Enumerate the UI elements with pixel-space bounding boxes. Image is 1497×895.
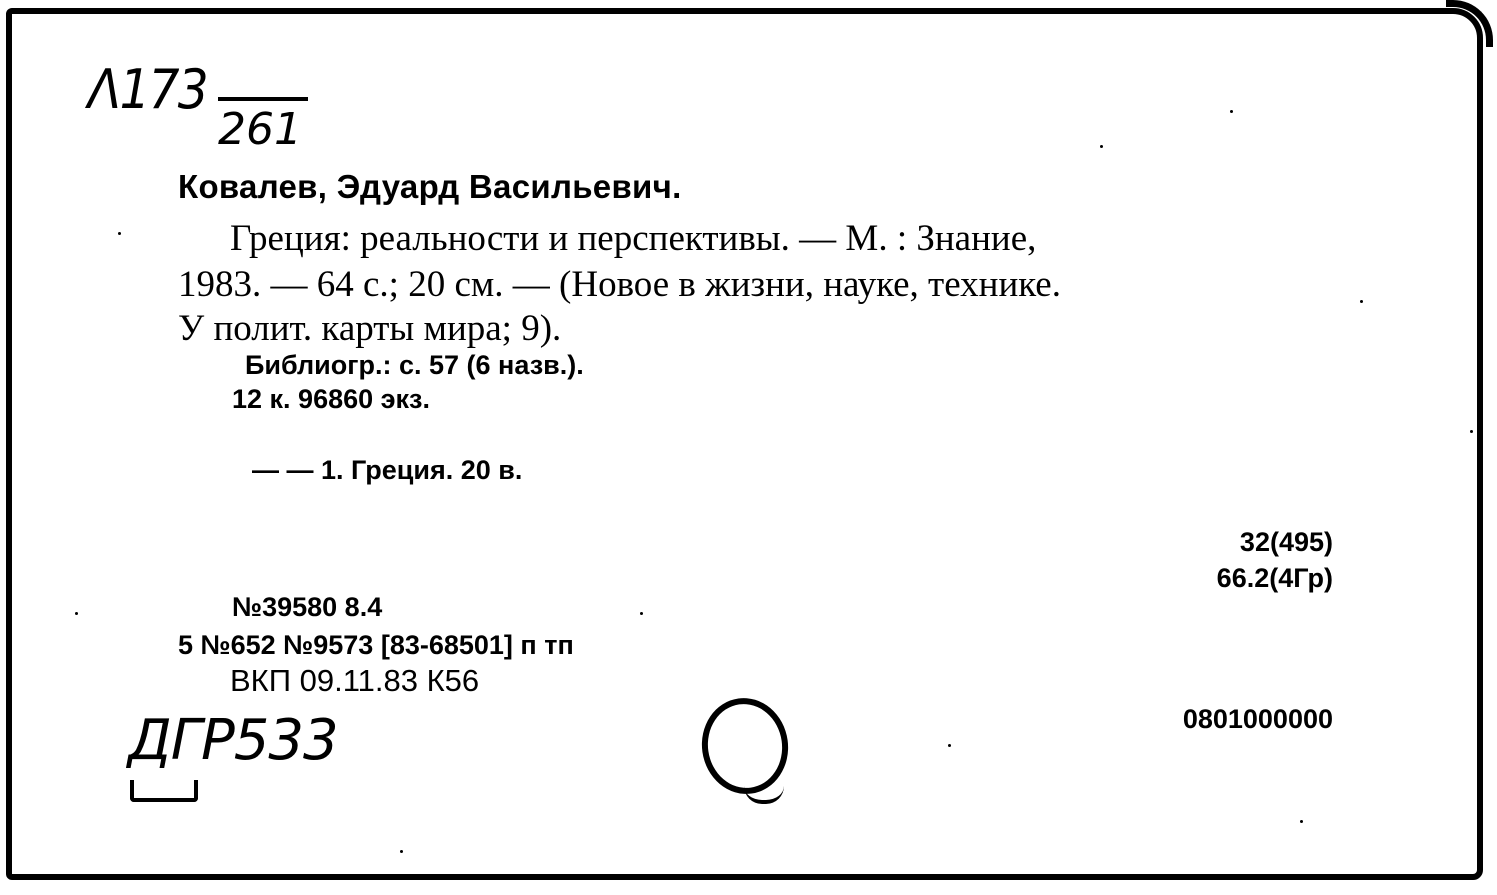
catalog-line-3: ВКП 09.11.83 К56 <box>230 663 480 698</box>
title-line-1: Греция: реальности и перспективы. — М. : Знание, <box>230 218 1037 259</box>
inventory-underline-mark <box>130 780 198 802</box>
udc-index: 32(495) <box>1239 527 1333 557</box>
noise-dot <box>75 612 78 615</box>
price-print-run: 12 к. 96860 экз. <box>232 384 430 414</box>
noise-dot <box>948 744 951 747</box>
title-line-3: У полит. карты мира; 9). <box>178 308 562 349</box>
card-code: 0801000000 <box>1182 704 1333 734</box>
noise-dot <box>1470 430 1473 433</box>
title-line-2: 1983. — 64 с.; 20 см. — (Новое в жизни, науке, технике. <box>178 264 1061 305</box>
call-number-fraction-line <box>218 97 308 101</box>
author-heading: Ковалев, Эдуард Васильевич. <box>178 168 682 205</box>
noise-dot <box>1300 820 1303 823</box>
bibliography-note: Библиогр.: с. 57 (6 назв.). <box>245 350 584 380</box>
noise-dot <box>1100 145 1103 148</box>
inventory-number: ДГР533 <box>128 708 338 773</box>
noise-dot <box>1360 300 1363 303</box>
noise-dot <box>400 850 403 853</box>
subject-heading: — — 1. Греция. 20 в. <box>252 455 523 485</box>
noise-dot <box>118 232 121 235</box>
call-number-bottom: 261 <box>218 104 302 155</box>
catalog-line-1: №39580 8.4 <box>232 592 383 622</box>
catalog-line-2: 5 №652 №9573 [83-68501] п тп <box>178 630 574 660</box>
bbk-index: 66.2(4Гр) <box>1216 563 1333 593</box>
noise-dot <box>1230 110 1233 113</box>
noise-dot <box>640 612 643 615</box>
call-number-top: Λ173 <box>88 58 207 121</box>
card-corner-mark <box>1446 0 1493 47</box>
